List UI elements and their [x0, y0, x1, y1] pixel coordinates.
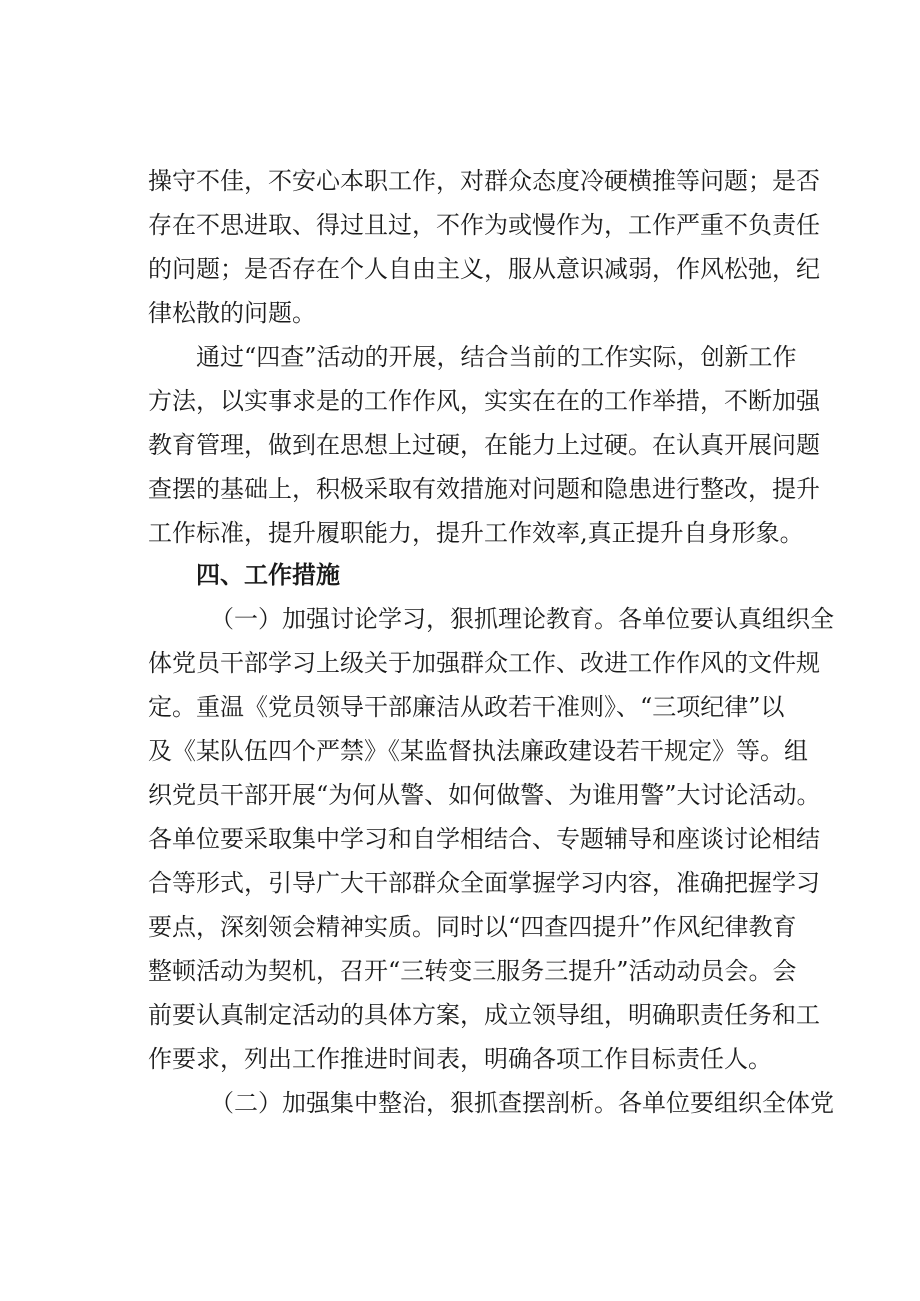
paragraph-start-line: （一）加强讨论学习，狠抓理论教育。各单位要认真组织全	[210, 605, 834, 633]
text-line: 整顿活动为契机，召开“三转变三服务三提升”活动动员会。会	[148, 957, 797, 985]
text-line: 的问题；是否存在个人自由主义，服从意识减弱，作风松弛，纪	[148, 255, 820, 283]
text-line: 织党员干部开展“为何从警、如何做警、为谁用警”大讨论活动。	[148, 781, 821, 809]
text-line: 及《某队伍四个严禁》《某监督执法廉政建设若干规定》等。组	[148, 737, 808, 765]
text-line: 律松散的问题。	[148, 299, 316, 327]
paragraph-start-line: 通过“四查”活动的开展，结合当前的工作实际，创新工作	[196, 343, 797, 371]
text-line: 作要求，列出工作推进时间表，明确各项工作目标责任人。	[148, 1045, 772, 1073]
text-line: 前要认真制定活动的具体方案，成立领导组，明确职责任务和工	[148, 1001, 820, 1029]
text-line: 方法，以实事求是的工作作风，实实在在的工作举措，不断加强	[148, 387, 820, 415]
text-line: 合等形式，引导广大干部群众全面掌握学习内容，准确把握学习	[148, 869, 820, 897]
text-line: 存在不思进取、得过且过，不作为或慢作为，工作严重不负责任	[148, 211, 820, 239]
text-line: 定。重温《党员领导干部廉洁从政若干准则》、“三项纪律”以	[148, 693, 785, 721]
section-heading: 四、工作措施	[196, 561, 340, 589]
text-line: 各单位要采取集中学习和自学相结合、专题辅导和座谈讨论相结	[148, 825, 820, 853]
text-line: 查摆的基础上，积极采取有效措施对问题和隐患进行整改，提升	[148, 475, 820, 503]
text-line: 要点，深刻领会精神实质。同时以“四查四提升”作风纪律教育	[148, 913, 797, 941]
text-line: 教育管理，做到在思想上过硬，在能力上过硬。在认真开展问题	[148, 431, 820, 459]
text-line: 体党员干部学习上级关于加强群众工作、改进工作作风的文件规	[148, 649, 820, 677]
paragraph-start-line: （二）加强集中整治，狠抓查摆剖析。各单位要组织全体党	[210, 1089, 834, 1117]
text-line: 工作标准，提升履职能力，提升工作效率,真正提升自身形象。	[148, 519, 804, 547]
text-line: 操守不佳，不安心本职工作，对群众态度冷硬横推等问题；是否	[148, 167, 820, 195]
